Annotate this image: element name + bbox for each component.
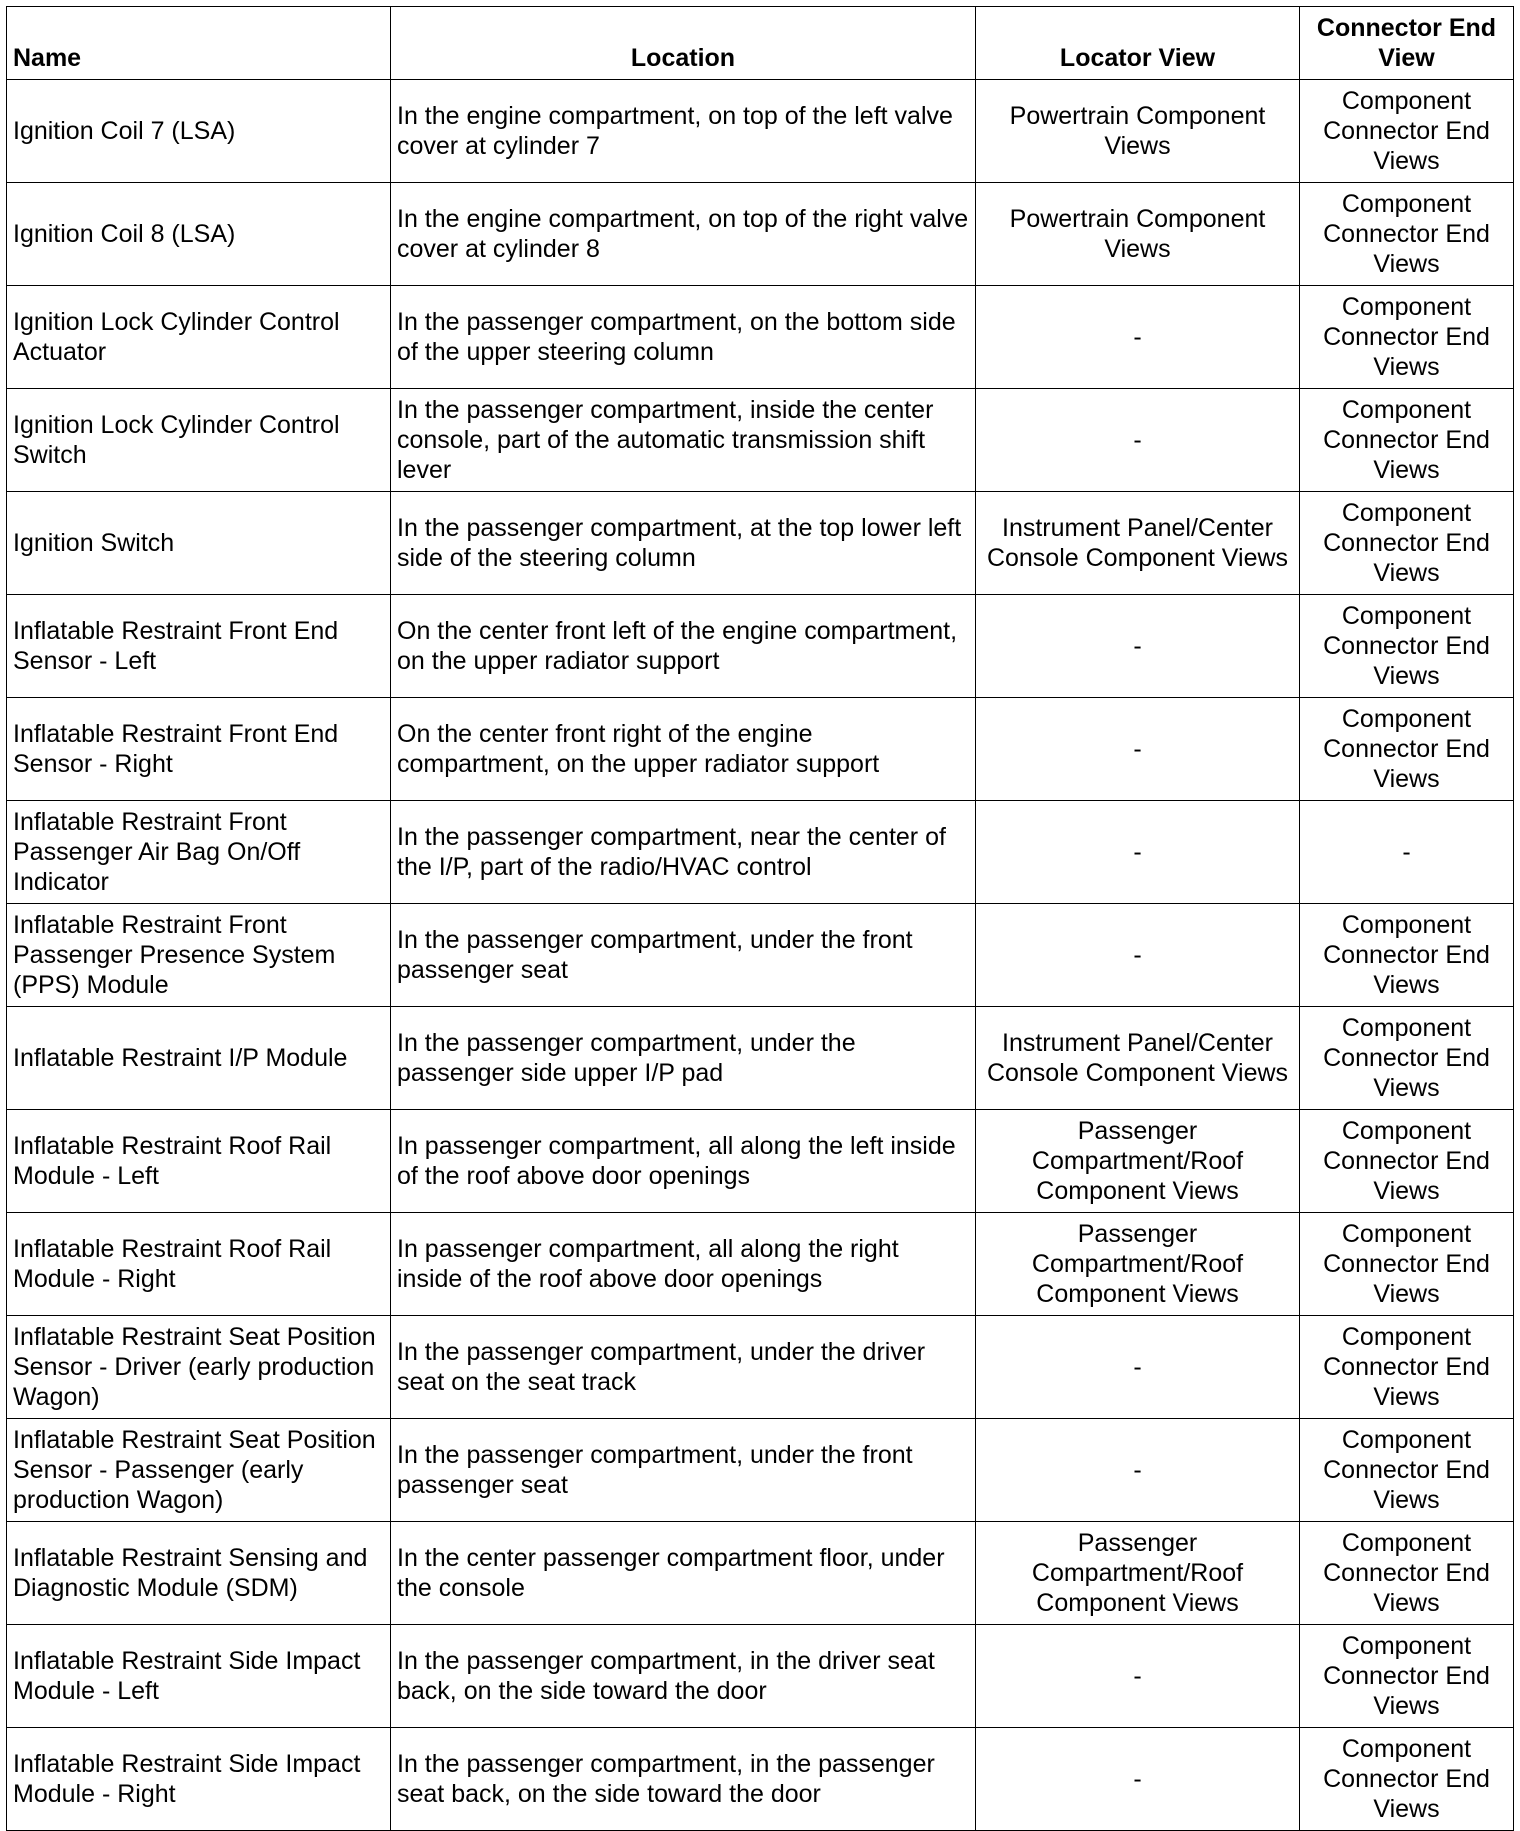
row-locator-view: Passenger Compartment/Roof Component Views [976, 1522, 1300, 1625]
header-locator-view: Locator View [976, 7, 1300, 80]
header-location: Location [391, 7, 976, 80]
row-location: In the passenger compartment, inside the center console, part of the automatic transmission shift lever [391, 389, 976, 492]
row-connector-end-view: Component Connector End Views [1300, 1213, 1514, 1316]
row-connector-end-view: Component Connector End Views [1300, 183, 1514, 286]
component-locator-table [6, 6, 1514, 1831]
row-connector-end-view: Component Connector End Views [1300, 1007, 1514, 1110]
row-name: Ignition Lock Cylinder Control Switch [7, 389, 391, 492]
row-location: In the passenger compartment, under the front passenger seat [391, 1419, 976, 1522]
row-location: In passenger compartment, all along the right inside of the roof above door openings [391, 1213, 976, 1316]
row-name: Inflatable Restraint Front Passenger Air Bag On/Off Indicator [7, 801, 391, 904]
row-connector-end-view: - [1300, 801, 1514, 904]
row-connector-end-view: Component Connector End Views [1300, 1110, 1514, 1213]
row-location: In the passenger compartment, in the driver seat back, on the side toward the door [391, 1625, 976, 1728]
table-row [7, 1625, 1514, 1728]
row-name: Inflatable Restraint Front Passenger Presence System (PPS) Module [7, 904, 391, 1007]
row-name: Inflatable Restraint Side Impact Module - Left [7, 1625, 391, 1728]
row-locator-view: Powertrain Component Views [976, 183, 1300, 286]
row-location: In the passenger compartment, under the front passenger seat [391, 904, 976, 1007]
header-row [7, 7, 1514, 80]
row-location: In the passenger compartment, under the passenger side upper I/P pad [391, 1007, 976, 1110]
table-row [7, 595, 1514, 698]
header-connector-end-view: Connector End View [1300, 7, 1514, 80]
row-locator-view: Instrument Panel/Center Console Component Views [976, 492, 1300, 595]
row-locator-view: - [976, 1316, 1300, 1419]
row-connector-end-view: Component Connector End Views [1300, 904, 1514, 1007]
row-name: Inflatable Restraint Front End Sensor - Right [7, 698, 391, 801]
row-connector-end-view: Component Connector End Views [1300, 492, 1514, 595]
row-name: Inflatable Restraint I/P Module [7, 1007, 391, 1110]
table-row [7, 1522, 1514, 1625]
row-connector-end-view: Component Connector End Views [1300, 1316, 1514, 1419]
row-location: In the center passenger compartment floor, under the console [391, 1522, 976, 1625]
row-connector-end-view: Component Connector End Views [1300, 286, 1514, 389]
row-connector-end-view: Component Connector End Views [1300, 1419, 1514, 1522]
row-location: In the passenger compartment, on the bottom side of the upper steering column [391, 286, 976, 389]
table-row [7, 1316, 1514, 1419]
row-name: Ignition Coil 8 (LSA) [7, 183, 391, 286]
row-name: Ignition Coil 7 (LSA) [7, 80, 391, 183]
row-name: Inflatable Restraint Side Impact Module - Right [7, 1728, 391, 1831]
row-name: Inflatable Restraint Roof Rail Module - Left [7, 1110, 391, 1213]
row-locator-view: - [976, 1625, 1300, 1728]
row-name: Ignition Switch [7, 492, 391, 595]
row-location: In the engine compartment, on top of the left valve cover at cylinder 7 [391, 80, 976, 183]
row-name: Inflatable Restraint Roof Rail Module - Right [7, 1213, 391, 1316]
row-locator-view: - [976, 1728, 1300, 1831]
row-name: Inflatable Restraint Seat Position Sensor - Passenger (early production Wagon) [7, 1419, 391, 1522]
table-row [7, 183, 1514, 286]
row-locator-view: - [976, 286, 1300, 389]
row-location: On the center front right of the engine compartment, on the upper radiator support [391, 698, 976, 801]
row-locator-view: Passenger Compartment/Roof Component Views [976, 1110, 1300, 1213]
row-location: In the passenger compartment, near the center of the I/P, part of the radio/HVAC control [391, 801, 976, 904]
row-connector-end-view: Component Connector End Views [1300, 595, 1514, 698]
component-locator-table-container [6, 6, 1513, 1831]
row-locator-view: - [976, 1419, 1300, 1522]
row-locator-view: Powertrain Component Views [976, 80, 1300, 183]
row-connector-end-view: Component Connector End Views [1300, 80, 1514, 183]
row-locator-view: - [976, 698, 1300, 801]
table-row [7, 80, 1514, 183]
row-connector-end-view: Component Connector End Views [1300, 1522, 1514, 1625]
table-row [7, 1213, 1514, 1316]
row-locator-view: Instrument Panel/Center Console Component Views [976, 1007, 1300, 1110]
row-location: In the passenger compartment, at the top lower left side of the steering column [391, 492, 976, 595]
row-locator-view: - [976, 595, 1300, 698]
row-name: Ignition Lock Cylinder Control Actuator [7, 286, 391, 389]
table-row [7, 801, 1514, 904]
row-locator-view: Passenger Compartment/Roof Component Views [976, 1213, 1300, 1316]
row-locator-view: - [976, 904, 1300, 1007]
header-name: Name [7, 7, 391, 80]
row-location: In the passenger compartment, under the driver seat on the seat track [391, 1316, 976, 1419]
table-row [7, 1007, 1514, 1110]
row-connector-end-view: Component Connector End Views [1300, 389, 1514, 492]
table-row [7, 286, 1514, 389]
row-connector-end-view: Component Connector End Views [1300, 1625, 1514, 1728]
row-location: In the engine compartment, on top of the right valve cover at cylinder 8 [391, 183, 976, 286]
row-location: In passenger compartment, all along the left inside of the roof above door openings [391, 1110, 976, 1213]
table-row [7, 1110, 1514, 1213]
row-connector-end-view: Component Connector End Views [1300, 1728, 1514, 1831]
table-row [7, 904, 1514, 1007]
table-row [7, 492, 1514, 595]
row-connector-end-view: Component Connector End Views [1300, 698, 1514, 801]
row-location: In the passenger compartment, in the passenger seat back, on the side toward the door [391, 1728, 976, 1831]
table-row [7, 389, 1514, 492]
row-name: Inflatable Restraint Sensing and Diagnostic Module (SDM) [7, 1522, 391, 1625]
table-row [7, 1419, 1514, 1522]
row-location: On the center front left of the engine compartment, on the upper radiator support [391, 595, 976, 698]
row-locator-view: - [976, 389, 1300, 492]
row-name: Inflatable Restraint Seat Position Sensor - Driver (early production Wagon) [7, 1316, 391, 1419]
table-row [7, 698, 1514, 801]
table-row [7, 1728, 1514, 1831]
row-locator-view: - [976, 801, 1300, 904]
row-name: Inflatable Restraint Front End Sensor - Left [7, 595, 391, 698]
